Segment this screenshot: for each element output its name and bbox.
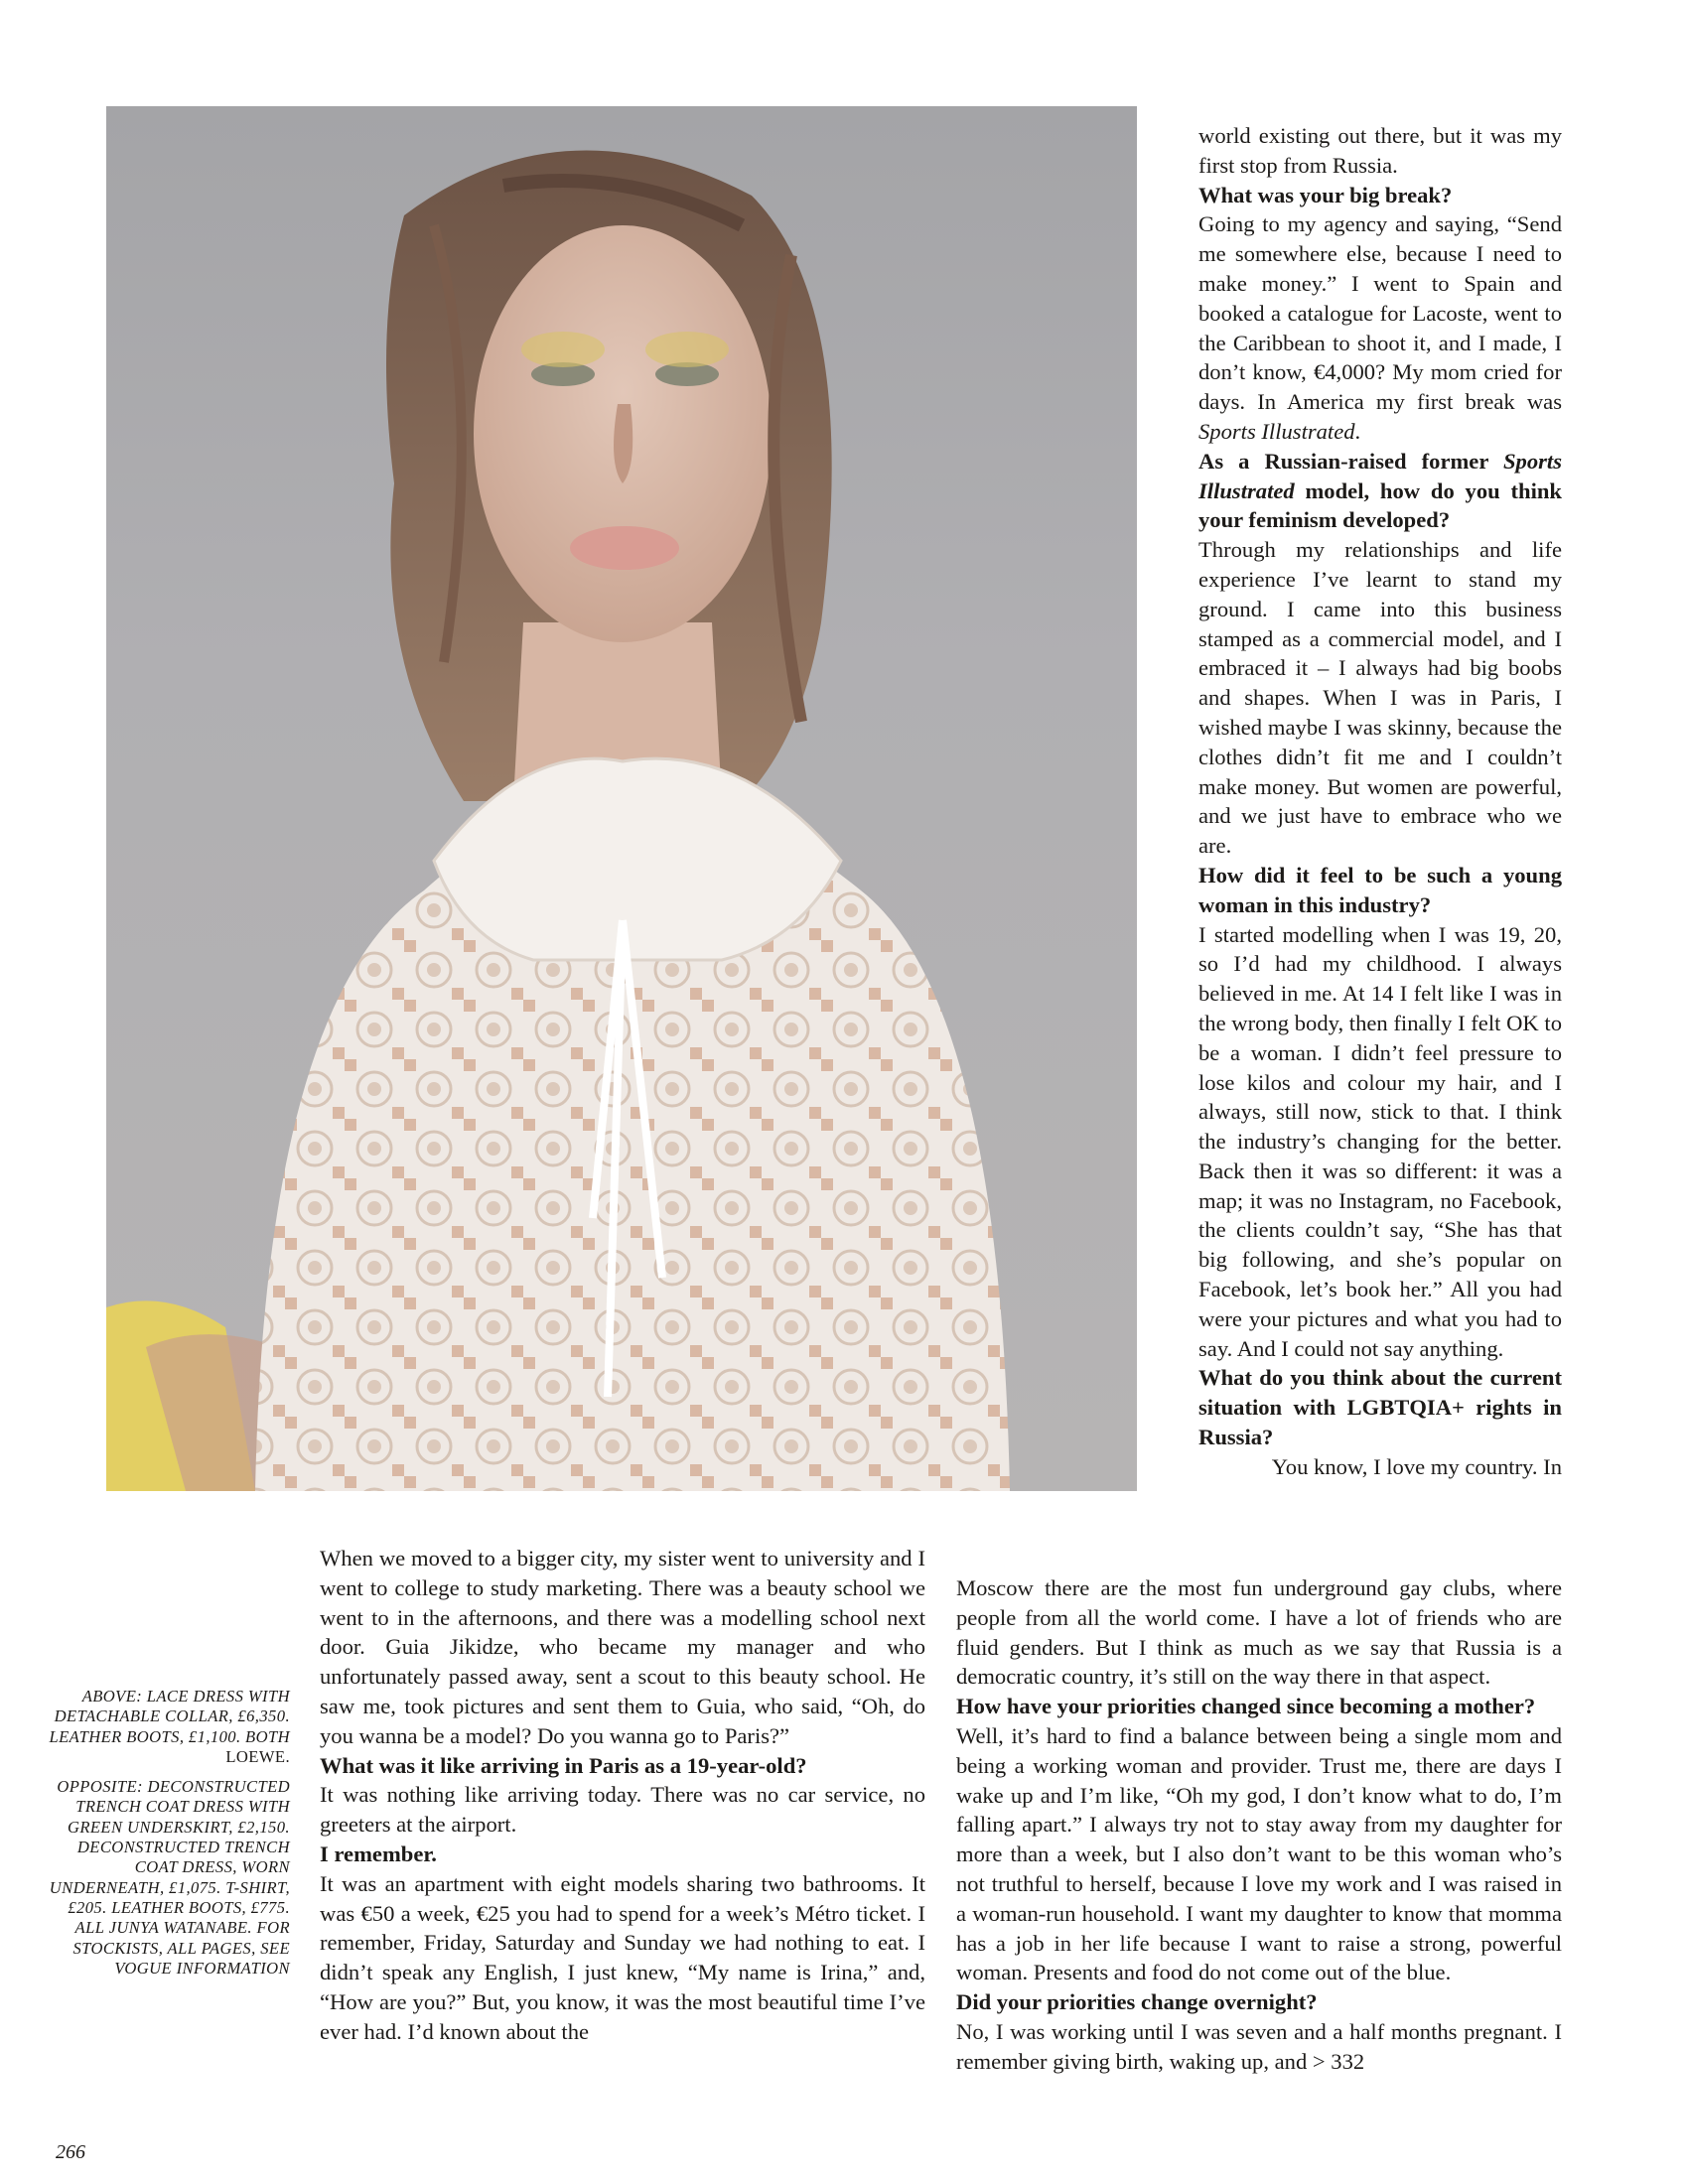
paragraph: world existing out there, but it was my first stop from Russia.: [1198, 123, 1562, 178]
publication-name: Sports Illustrated: [1198, 418, 1355, 444]
interview-question: What was it like arriving in Paris as a 19-year-old?: [320, 1752, 807, 1778]
continue-marker: > 332: [1312, 2048, 1365, 2074]
model-portrait-image: [106, 106, 1137, 1491]
interview-question: Did your priorities change overnight?: [956, 1989, 1318, 2015]
interview-answer: It was nothing like arriving today. There was no car service, no greeters at the airport.: [320, 1782, 925, 1838]
answer-text: No, I was working until I was seven and a half months pregnant. I remember giving birth, waking up, and: [956, 2018, 1562, 2074]
interview-question: [1198, 447, 1562, 535]
article-column-wide: [956, 1573, 1562, 2077]
interview-answer: It was an apartment with eight models sharing two bathrooms. It was €50 a week, €25 you had to spend for a week’s Métro ticket. I remember, Friday, Saturday and Sunday we had nothing to eat. I didn’t speak any English, I just knew, “My name is Irina,” and, “How are you?” But, you know, it was the most beautiful time I’ve ever had. I’d known about the: [320, 1870, 925, 2044]
interview-question: How did it feel to be such a young woman in this industry?: [1198, 862, 1562, 917]
interview-answer: [1198, 209, 1562, 446]
article-column-mid: [320, 1544, 925, 2047]
interview-answer: Through my relationships and life experience I’ve learnt to stand my ground. I came into this business stamped as a commercial model, and I embraced it – I always had big boobs and shapes. When I was in Paris, I wished maybe I was skinny, because the clothes didn’t fit me and I couldn’t make money. But women are powerful, and we just have to embrace who we are.: [1198, 537, 1562, 859]
article-column-right: [1198, 121, 1562, 1482]
lace-dress-photo: [106, 106, 1137, 1491]
question-text: model, how do you think your feminism developed?: [1198, 478, 1562, 533]
caption-opposite: OPPOSITE: DECONSTRUCTED TRENCH COAT DRESS WITH GREEN UNDERSKIRT, £2,150. DECONSTRUCTED TRENCH COAT DRESS, WORN UNDERNEATH, £1,075. T-SHIRT, £205. LEATHER BOOTS, £775. ALL JUNYA WATANABE. FOR STOCKISTS, ALL PAGES, SEE VOGUE INFORMATION: [49, 1777, 290, 1978]
interview-answer: I started modelling when I was 19, 20, so I’d had my childhood. I always believed in me. At 14 I felt like I was in the wrong body, then finally I felt OK to be a woman. I didn’t feel pressure to lose kilos and colour my hair, and I always, still now, stick to that. I think the industry’s changing for the better. Back then it was so different: it was a map; it was no Instagram, no Facebook, the clients couldn’t say, “She has that big following, and she’s popular on Facebook, let’s book her.” All you had were your pictures and what you had to say. And I could not say anything.: [1198, 921, 1562, 1361]
answer-text: Going to my agency and saying, “Send me somewhere else, because I need to make money.” I went to Spain and booked a catalogue for Lacoste, went to the Caribbean to shoot it, and I made, I don’t know, €4,000? My mom cried for days. In America my first break was: [1198, 211, 1562, 415]
interview-answer: Well, it’s hard to find a balance between being a single mom and being a working woman and provider. Trust me, there are days I wake up and I’m like, “Oh my god, I don’t know what to do, I’m falling apart.” I always try not to stay away from my daughter for more than a week, but I also don’t want to be this woman who’s not truthful to herself, because I love my work and I was raised in a woman-run household. I want my daughter to know that momma has a job in her life because I want to raise a strong, powerful woman. Presents and food do not come out of the blue.: [956, 1722, 1562, 1985]
interview-question: What was your big break?: [1198, 182, 1453, 207]
interview-question: What do you think about the current situation with LGBTQIA+ rights in Russia?: [1198, 1365, 1562, 1450]
question-text: As a Russian-raised former: [1198, 448, 1503, 474]
caption-above: [40, 1687, 290, 1767]
interview-question: I remember.: [320, 1841, 437, 1866]
page-number: 266: [56, 2141, 85, 2163]
brand-name: LOEWE.: [225, 1746, 290, 1766]
photo-caption: [40, 1687, 290, 1979]
interview-answer: [956, 2017, 1562, 2077]
caption-above-text: ABOVE: LACE DRESS WITH DETACHABLE COLLAR, £6,350. LEATHER BOOTS, £1,100. BOTH: [49, 1687, 290, 1746]
paragraph: When we moved to a bigger city, my sister went to university and I went to college to study marketing. There was a beauty school we went to in the afternoons, and there was a modelling school next door. Guia Jikidze, who became my manager and who unfortunately passed away, sent a scout to this beauty school. He saw me, took pictures and sent them to Guia, who said, “Oh, do you wanna be a model? Do you wanna go to Paris?”: [320, 1546, 925, 1748]
publication-name: Sports Illustrated: [1198, 448, 1562, 503]
interview-answer: You know, I love my country. In: [1271, 1453, 1562, 1479]
answer-text: .: [1354, 418, 1361, 444]
interview-question: How have your priorities changed since becoming a mother?: [956, 1694, 1536, 1719]
interview-answer: Moscow there are the most fun underground gay clubs, where people from all the world come. I have a lot of friends who are fluid genders. But I think as much as we say that Russia is a democratic country, it’s still on the way there in that aspect.: [956, 1575, 1562, 1690]
